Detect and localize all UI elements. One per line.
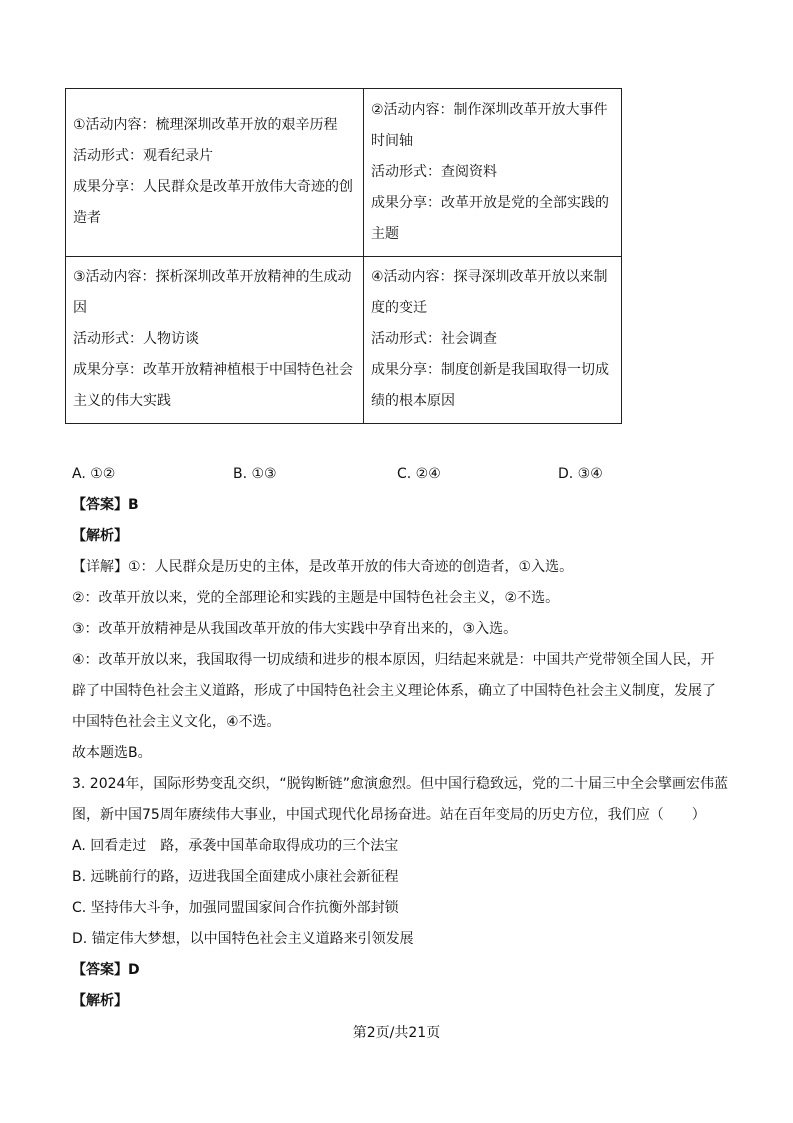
cell-line: 成果分享：人民群众是改革开放伟大奇迹的创 <box>73 179 353 196</box>
cell-line: 活动形式：人物访谈 <box>73 331 199 348</box>
analysis-label: 【解析】 <box>72 993 128 1009</box>
analysis-label: 【解析】 <box>72 528 128 544</box>
question-3 <box>72 769 732 1017</box>
table-cell-2 <box>364 89 622 257</box>
cell-line: ②活动内容：制作深圳改革开放大事件 <box>371 101 608 118</box>
q3-option-a: A. 回看走过 路，承袭中国革命取得成功的三个法宝 <box>72 838 399 854</box>
cell-line: 成果分享：改革开放是党的全部实践的 <box>371 194 609 211</box>
q3-stem-line: 3. 2024年，国际形势变乱交织，“脱钩断链”愈演愈烈。但中国行稳致远，党的二十届三中全会擘画宏伟蓝 <box>72 776 728 792</box>
cell-line: ④活动内容：探寻深圳改革开放以来制 <box>371 269 608 286</box>
table-cell-4 <box>364 256 622 424</box>
cell-line: 活动形式：观看纪录片 <box>73 148 213 165</box>
page-number: 第2页/共21页 <box>352 1025 441 1041</box>
detail-line: 故本题选B。 <box>72 745 152 761</box>
q3-option-d: D. 锚定伟大梦想，以中国特色社会主义道路来引领发展 <box>72 931 414 947</box>
detail-line: ②：改革开放以来，党的全部理论和实践的主题是中国特色社会主义，②不选。 <box>72 590 560 606</box>
option-d: D. ③④ <box>558 466 603 482</box>
cell-line: 绩的根本原因 <box>371 393 455 410</box>
option-b: B. ①③ <box>233 466 277 482</box>
q2-answer-block <box>72 490 732 769</box>
q3-option-b: B. 远眺前行的路，迈进我国全面建成小康社会新征程 <box>72 869 399 885</box>
option-c: C. ②④ <box>397 466 441 482</box>
cell-line: 主题 <box>371 225 399 242</box>
activity-table <box>65 88 622 424</box>
cell-line: ①活动内容：梳理深圳改革开放的艰辛历程 <box>73 117 338 134</box>
answer-label: 【答案】D <box>72 962 140 978</box>
table-cell-1 <box>66 89 364 257</box>
answer-label: 【答案】B <box>72 497 139 513</box>
table-row <box>66 89 622 257</box>
table-row <box>66 256 622 424</box>
cell-line: 成果分享：制度创新是我国取得一切成 <box>371 362 609 379</box>
cell-line: 活动形式：社会调查 <box>371 331 497 348</box>
detail-line: 中国特色社会主义文化，④不选。 <box>72 714 281 730</box>
cell-line: 因 <box>73 300 87 317</box>
cell-line: ③活动内容：探析深圳改革开放精神的生成动 <box>73 269 352 286</box>
detail-line: ④：改革开放以来，我国取得一切成绩和进步的根本原因，归结起来就是：中国共产党带领全国人民，开 <box>72 652 715 668</box>
cell-line: 造者 <box>73 210 101 227</box>
detail-line: 【详解】①：人民群众是历史的主体，是改革开放的伟大奇迹的创造者，①入选。 <box>72 559 574 575</box>
cell-line: 时间轴 <box>371 132 413 149</box>
option-a: A. ①② <box>72 466 116 482</box>
q3-stem-line: 图，新中国75周年赓续伟大事业，中国式现代化昂扬奋进。站在百年变局的历史方位，我们应（ ） <box>72 807 706 823</box>
cell-line: 成果分享：改革开放精神植根于中国特色社会 <box>73 362 353 379</box>
cell-line: 度的变迁 <box>371 300 427 317</box>
detail-line: ③：改革开放精神是从我国改革开放的伟大实践中孕育出来的，③入选。 <box>72 621 518 637</box>
q3-option-c: C. 坚持伟大斗争，加强同盟国家间合作抗衡外部封锁 <box>72 900 399 916</box>
cell-line: 主义的伟大实践 <box>73 393 171 410</box>
table-cell-3 <box>66 256 364 424</box>
detail-line: 辟了中国特色社会主义道路，形成了中国特色社会主义理论体系，确立了中国特色社会主义制度，发展了 <box>72 683 716 699</box>
cell-line: 活动形式：查阅资料 <box>371 163 497 180</box>
